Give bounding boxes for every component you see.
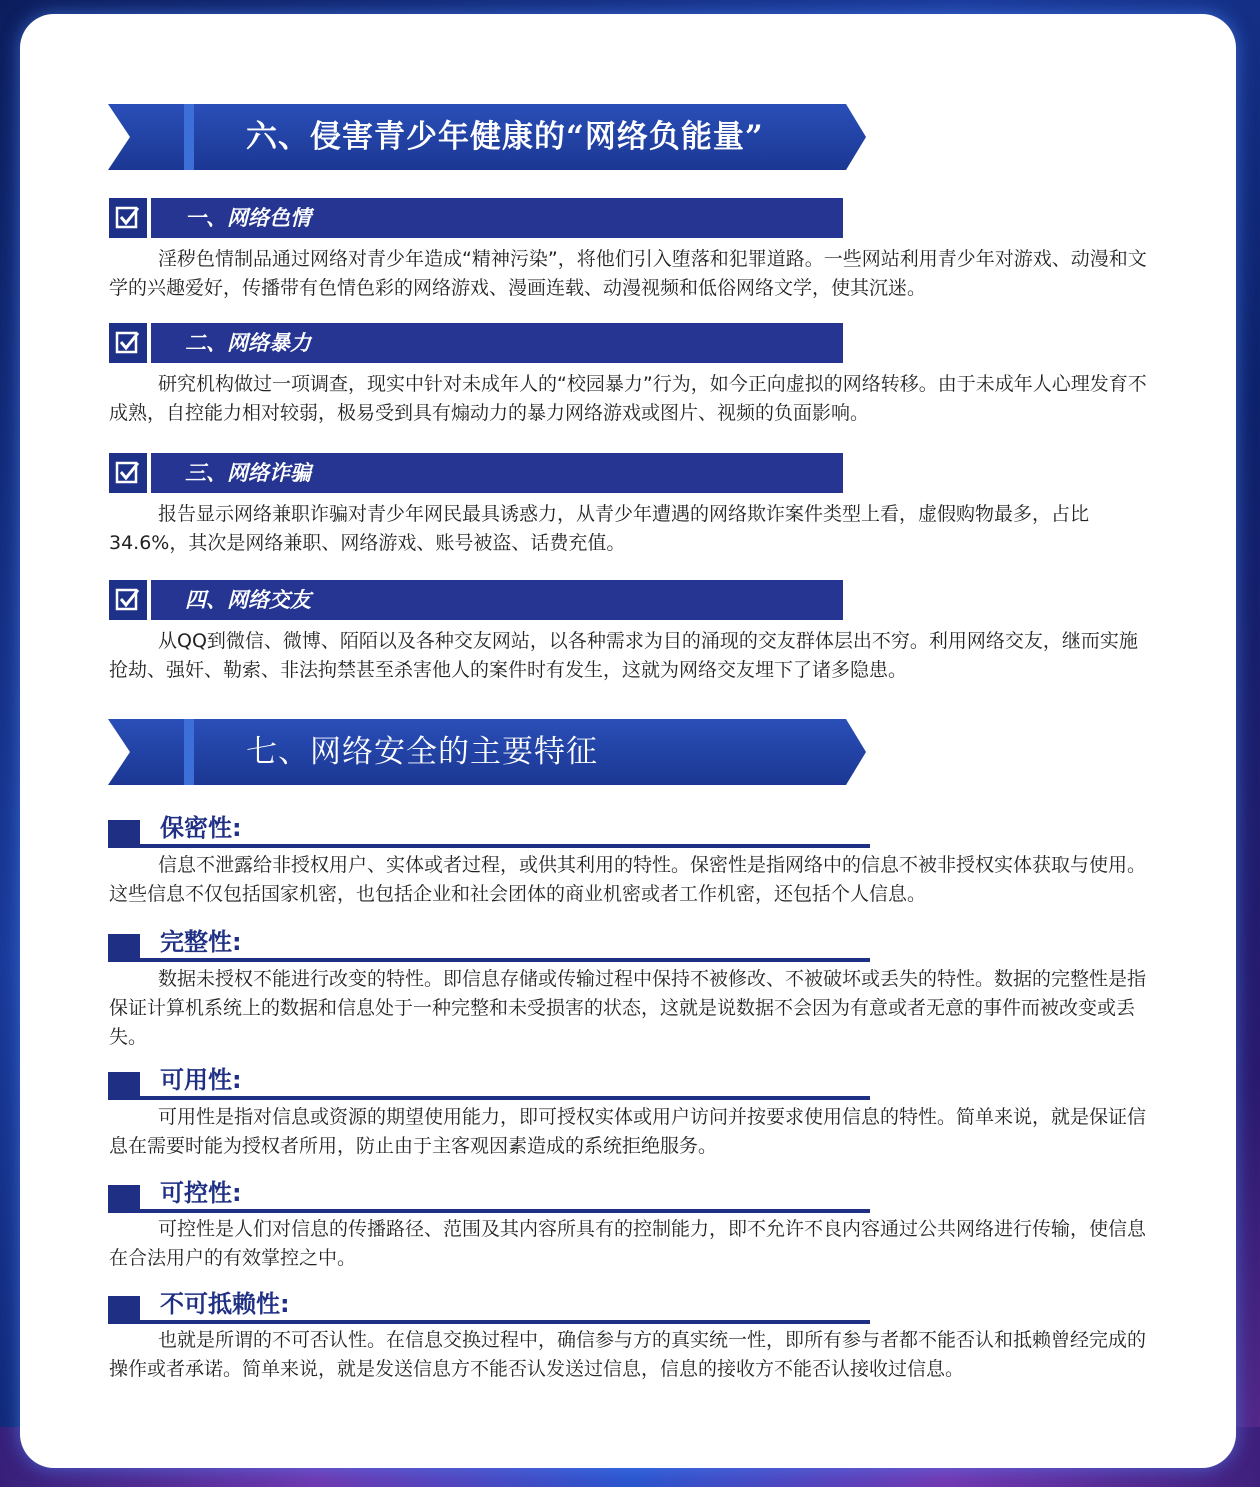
feature-title: 可用性:	[160, 1066, 242, 1094]
subsection-title: 四、网络交友	[185, 587, 311, 612]
subsection-title: 一、网络色情	[185, 205, 311, 230]
feature-header	[108, 924, 870, 962]
checkbox-icon	[109, 580, 147, 620]
square-marker-icon	[108, 1296, 140, 1322]
feature-header	[108, 1175, 870, 1213]
paragraph: 报告显示网络兼职诈骗对青少年网民最具诱惑力，从青少年遭遇的网络欺诈案件类型上看，虚假购物最多，占比34.6%，其次是网络兼职、网络游戏、账号被盗、话费充值。	[109, 503, 1090, 554]
section-banner-6	[108, 104, 868, 170]
feature-title: 可控性:	[160, 1179, 242, 1207]
square-marker-icon	[108, 934, 140, 960]
checkbox-icon	[109, 198, 147, 238]
paragraph: 可用性是指对信息或资源的期望使用能力，即可授权实体或用户访问并按要求使用信息的特性。简单来说，就是保证信息在需要时能为授权者所用，防止由于主客观因素造成的系统拒绝服务。	[109, 1106, 1147, 1157]
subsection-title: 三、网络诈骗	[185, 460, 311, 485]
section-title: 七、网络安全的主要特征	[246, 734, 598, 770]
feature-title: 完整性:	[160, 928, 242, 956]
section-title: 六、侵害青少年健康的“网络负能量”	[246, 119, 764, 155]
paragraph: 也就是所谓的不可否认性。在信息交换过程中，确信参与方的真实统一性，即所有参与者都不能否认和抵赖曾经完成的操作或者承诺。简单来说，就是发送信息方不能否认发送过信息，信息的接收方不能否认接收过信息。	[109, 1329, 1147, 1380]
checkbox-icon	[109, 323, 147, 363]
paragraph: 可控性是人们对信息的传播路径、范围及其内容所具有的控制能力，即不允许不良内容通过公共网络进行传输，使信息在合法用户的有效掌控之中。	[109, 1218, 1147, 1269]
feature-header	[108, 810, 870, 848]
square-marker-icon	[108, 1072, 140, 1098]
feature-title: 保密性:	[160, 814, 242, 842]
paragraph: 研究机构做过一项调查，现实中针对未成年人的“校园暴力”行为，如今正向虚拟的网络转移。由于未成年人心理发育不成熟，自控能力相对较弱，极易受到具有煽动力的暴力网络游戏或图片、视频的负面影响。	[109, 373, 1147, 424]
paragraph: 从QQ到微信、微博、陌陌以及各种交友网站，以各种需求为目的涌现的交友群体层出不穷。利用网络交友，继而实施抢劫、强奸、勒索、非法拘禁甚至杀害他人的案件时有发生，这就为网络交友埋下了诸多隐患。	[109, 630, 1138, 681]
paragraph: 信息不泄露给非授权用户、实体或者过程，或供其利用的特性。保密性是指网络中的信息不被非授权实体获取与使用。这些信息不仅包括国家机密，也包括企业和社会团体的商业机密或者工作机密，还包括个人信息。	[109, 854, 1147, 905]
square-marker-icon	[108, 820, 140, 846]
feature-header	[108, 1286, 870, 1324]
subsection-title: 二、网络暴力	[185, 330, 311, 355]
checkbox-icon	[109, 453, 147, 493]
paragraph: 淫秽色情制品通过网络对青少年造成“精神污染”，将他们引入堕落和犯罪道路。一些网站利用青少年对游戏、动漫和文学的兴趣爱好，传播带有色情色彩的网络游戏、漫画连载、动漫视频和低俗网络文学，使其沉迷。	[109, 248, 1147, 299]
feature-header	[108, 1062, 870, 1100]
square-marker-icon	[108, 1185, 140, 1211]
paragraph: 数据未授权不能进行改变的特性。即信息存储或传输过程中保持不被修改、不被破坏或丢失的特性。数据的完整性是指保证计算机系统上的数据和信息处于一种完整和未受损害的状态，这就是说数据不会因为有意或者无意的事件而被改变或丢失。	[109, 968, 1147, 1048]
section-banner-7	[108, 719, 868, 785]
feature-title: 不可抵赖性:	[160, 1290, 290, 1318]
